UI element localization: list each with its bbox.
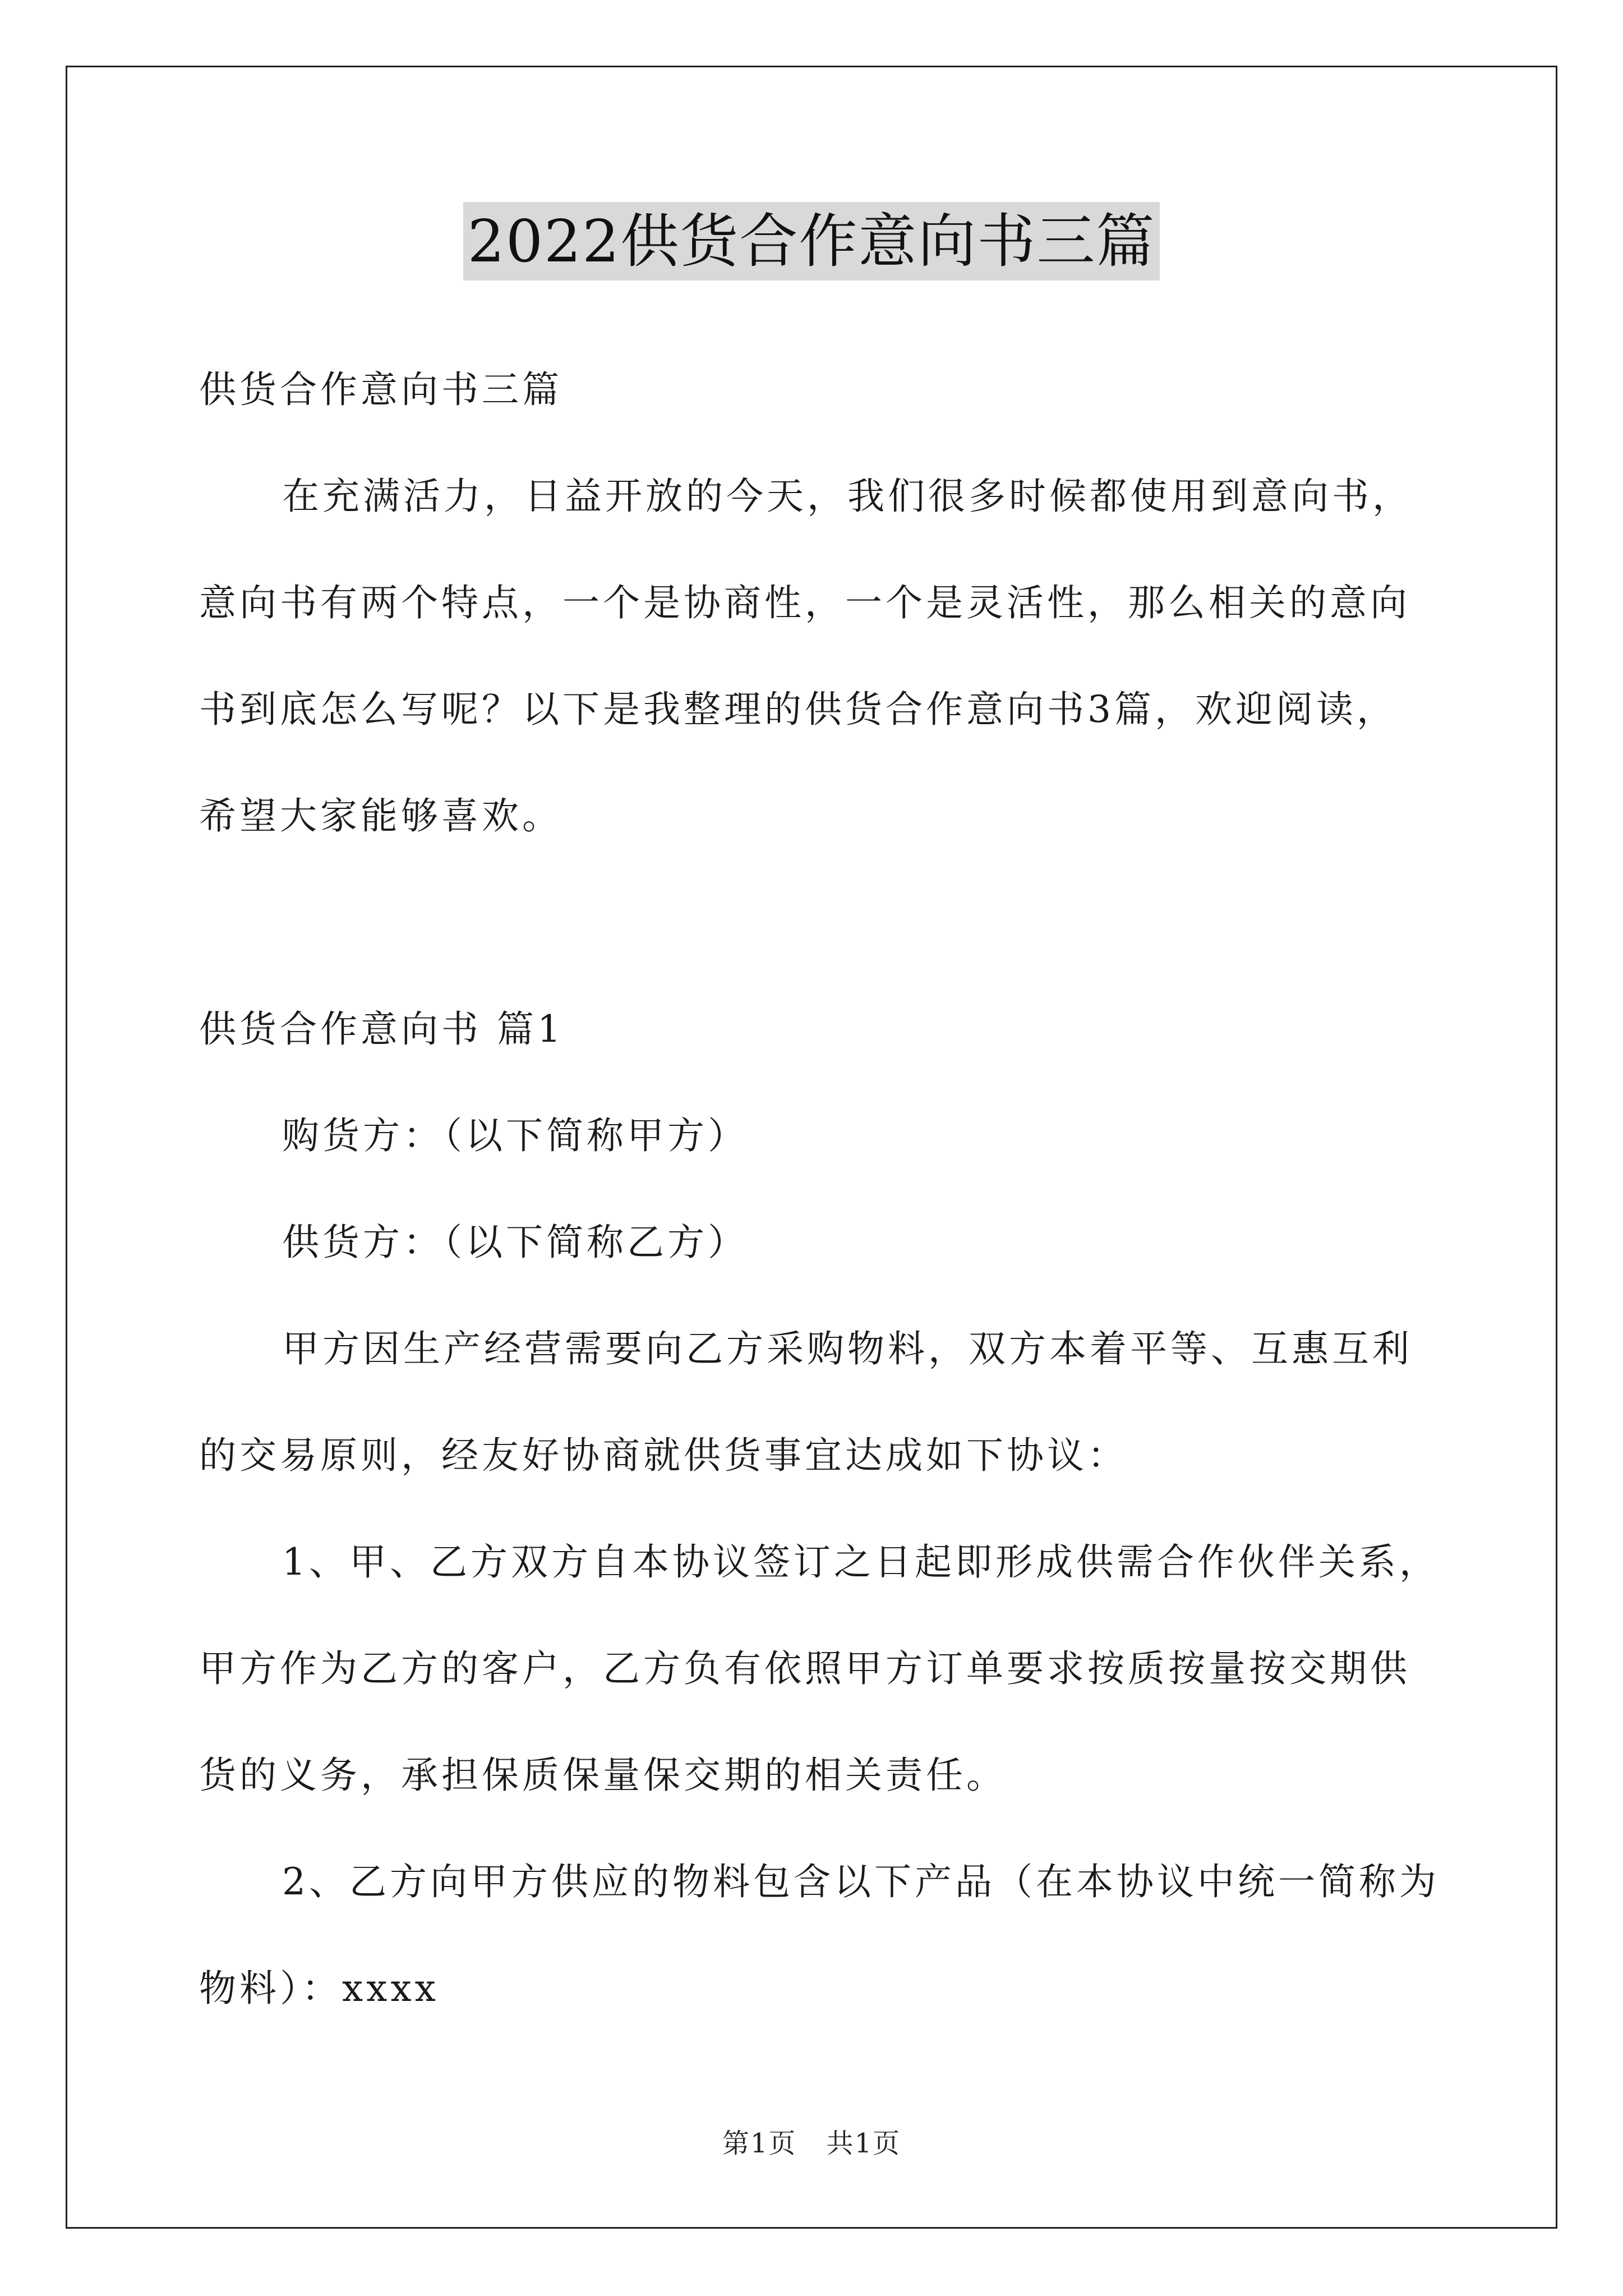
paragraph-b-line-2: 甲方作为乙方的客户，乙方负有依照甲方订单要求按质按量按交期供 — [199, 1647, 1410, 1690]
intro-line-1: 在充满活力，日益开放的今天，我们很多时候都使用到意向书， — [282, 475, 1413, 518]
intro-line-2: 意向书有两个特点，一个是协商性，一个是灵活性，那么相关的意向 — [199, 581, 1410, 624]
paragraph-c-line-2: 物料）：xxxx — [199, 1967, 439, 2010]
paragraph-b-line-1: 1、甲、乙方双方自本协议签订之日起即形成供需合作伙伴关系， — [282, 1540, 1440, 1584]
buyer-line: 购货方：（以下简称甲方） — [282, 1114, 748, 1157]
paragraph-b-line-3: 货的义务，承担保质保量保交期的相关责任。 — [199, 1754, 1007, 1797]
page-number: 第1页 — [722, 2128, 797, 2159]
intro-line-3: 书到底怎么写呢？以下是我整理的供货合作意向书3篇，欢迎阅读， — [199, 688, 1397, 731]
document-subtitle: 供货合作意向书三篇 — [199, 368, 562, 411]
section-heading: 供货合作意向书 篇1 — [199, 1007, 564, 1051]
document-title: 2022供货合作意向书三篇 — [463, 202, 1160, 280]
paragraph-a-line-1: 甲方因生产经营需要向乙方采购物料，双方本着平等、互惠互利 — [282, 1327, 1413, 1370]
page-footer — [0, 2122, 1623, 2160]
supplier-line: 供货方：（以下简称乙方） — [282, 1221, 748, 1264]
page-total: 共1页 — [826, 2128, 901, 2159]
paragraph-a-line-2: 的交易原则，经友好协商就供货事宜达成如下协议： — [199, 1434, 1128, 1477]
intro-line-4: 希望大家能够喜欢。 — [199, 794, 562, 838]
title-container — [0, 202, 1623, 280]
section-gap — [199, 869, 1433, 976]
document-body — [199, 337, 1440, 2042]
paragraph-c-line-1: 2、乙方向甲方供应的物料包含以下产品（在本协议中统一简称为 — [282, 1860, 1440, 1903]
